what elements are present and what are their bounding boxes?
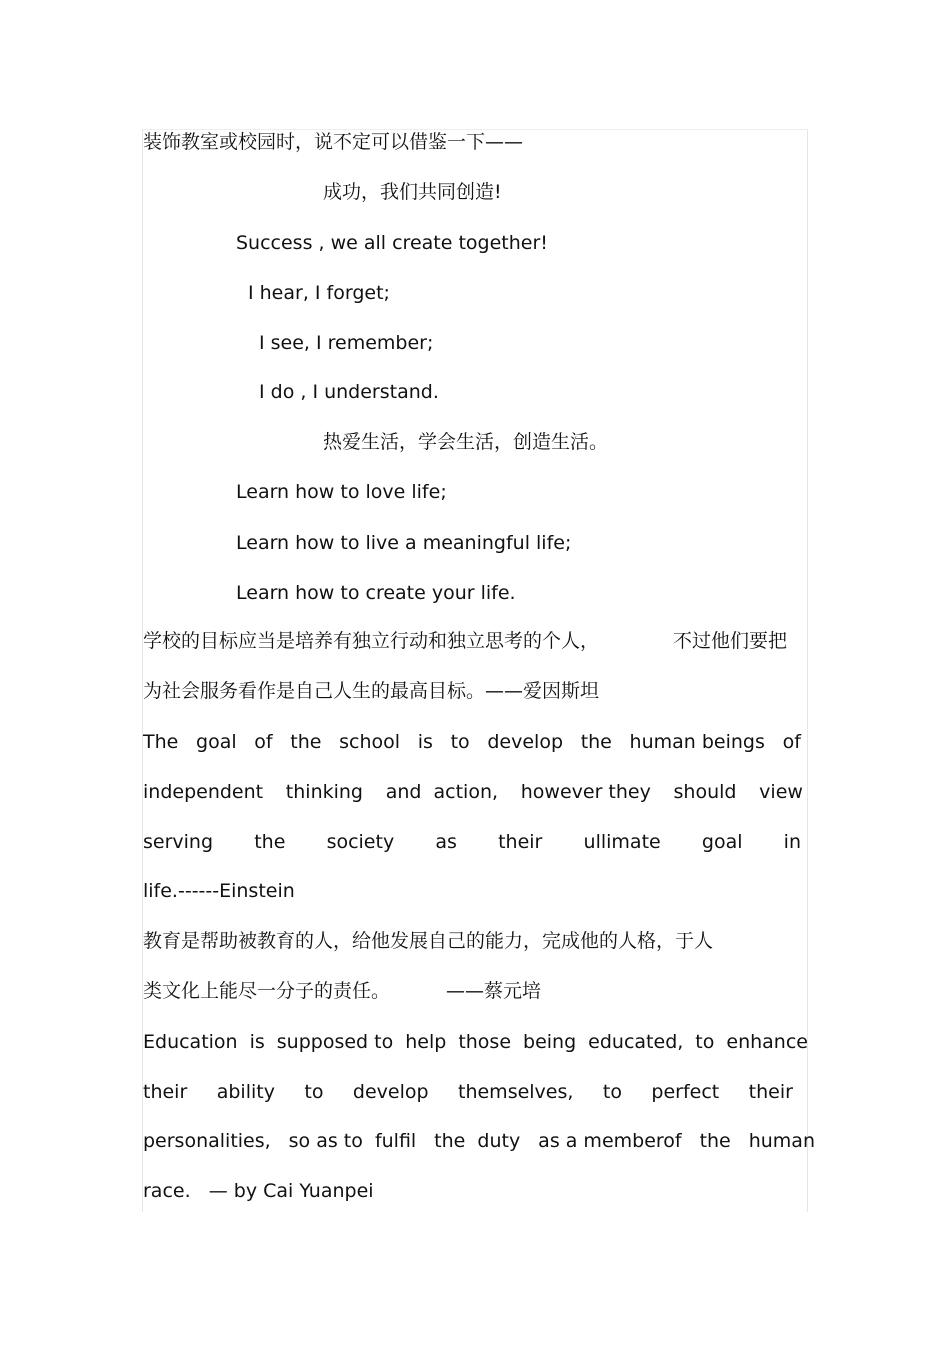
cai-en-line-4: race. — by Cai Yuanpei [143, 1180, 374, 1202]
quote-do: I do , I understand. [259, 381, 439, 403]
motto-1-english: Success , we all create together! [236, 232, 548, 254]
motto-1-chinese: 成功，我们共同创造! [323, 181, 502, 203]
word: school [339, 731, 401, 753]
word: Education [143, 1031, 238, 1053]
word: their [498, 831, 543, 853]
word: independent [143, 781, 264, 803]
cai-cn-line-2b: ——蔡元培 [446, 980, 542, 1002]
word: thinking [285, 781, 363, 803]
word: human beings [629, 731, 765, 753]
word: The [143, 731, 179, 753]
learn-line-2: Learn how to live a meaningful life; [236, 532, 572, 554]
word: of [254, 731, 273, 753]
word: as [435, 831, 457, 853]
word: society [326, 831, 395, 853]
word: so as to fulfil [288, 1130, 417, 1152]
word: their [143, 1081, 188, 1103]
word: however they [520, 781, 651, 803]
word: as a memberof [538, 1130, 682, 1152]
einstein-en-line-2 [143, 780, 803, 804]
intro-line: 装饰教室或校园时，说不定可以借鉴一下—— [143, 131, 524, 153]
word: develop [352, 1081, 429, 1103]
cai-cn-line-1: 教育是帮助被教育的人，给他发展自己的能力，完成他的人格，于人 [143, 930, 714, 952]
quote-see: I see, I remember; [259, 332, 434, 354]
word: the [254, 831, 286, 853]
learn-line-3: Learn how to create your life. [236, 582, 516, 604]
word: to [304, 1081, 324, 1103]
word: should [673, 781, 737, 803]
word: to [695, 1031, 715, 1053]
word: and action, [385, 781, 499, 803]
word: the [580, 731, 612, 753]
einstein-en-line-1 [143, 730, 801, 754]
word: help [405, 1031, 447, 1053]
word: enhance [726, 1031, 808, 1053]
word: serving [143, 831, 214, 853]
word: the [699, 1130, 731, 1152]
cai-en-line-1 [143, 1030, 808, 1054]
word: ability [216, 1081, 275, 1103]
word: is [417, 731, 433, 753]
learn-line-1: Learn how to love life; [236, 481, 447, 503]
einstein-cn-line-1a: 学校的目标应当是培养有独立行动和独立思考的个人， [143, 630, 600, 652]
quote-hear: I hear, I forget; [248, 282, 390, 304]
word: of [782, 731, 801, 753]
word: personalities, [143, 1130, 271, 1152]
einstein-cn-line-1b: 不过他们要把 [673, 630, 788, 652]
word: develop [487, 731, 564, 753]
word: to [450, 731, 470, 753]
word: the duty [434, 1130, 521, 1152]
word: in [783, 831, 801, 853]
word: their [748, 1081, 793, 1103]
word: perfect [651, 1081, 720, 1103]
word: the [290, 731, 322, 753]
word: is [249, 1031, 265, 1053]
word: themselves, [458, 1081, 574, 1103]
word: being [523, 1031, 577, 1053]
motto-2-chinese: 热爱生活，学会生活，创造生活。 [323, 431, 609, 453]
einstein-en-line-4: life.------Einstein [143, 880, 295, 902]
word: ullimate [583, 831, 661, 853]
word: to [602, 1081, 622, 1103]
cai-en-line-2 [143, 1080, 793, 1104]
einstein-en-line-3 [143, 830, 801, 854]
word: educated, [588, 1031, 684, 1053]
cai-cn-line-2a: 类文化上能尽一分子的责任。 [143, 980, 391, 1002]
einstein-cn-line-2: 为社会服务看作是自己人生的最高目标。——爱因斯坦 [143, 680, 600, 702]
word: goal [701, 831, 743, 853]
word: view [759, 781, 803, 803]
word: human [748, 1130, 815, 1152]
word: those [458, 1031, 512, 1053]
cai-en-line-3 [143, 1129, 815, 1153]
word: supposed to [276, 1031, 394, 1053]
word: goal [196, 731, 237, 753]
